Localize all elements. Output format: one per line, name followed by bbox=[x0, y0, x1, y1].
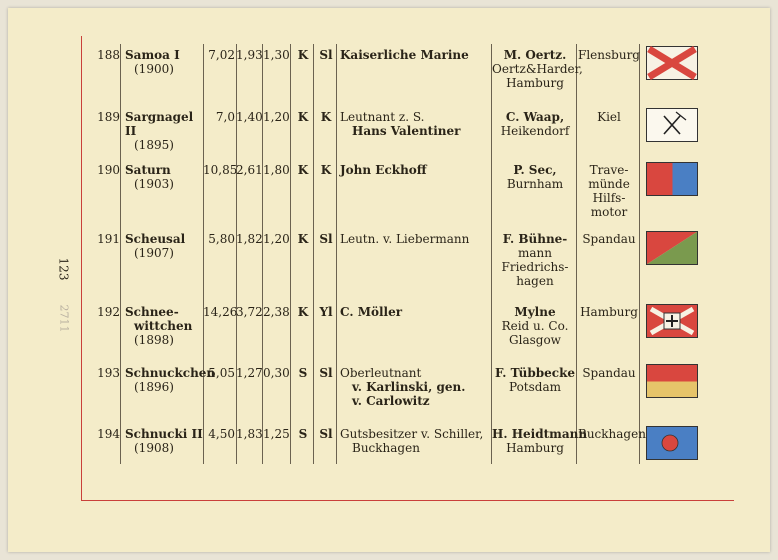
owner-cell bbox=[340, 305, 492, 319]
owner-cell-line: Hans Valentiner bbox=[352, 124, 461, 138]
owner-cell bbox=[340, 163, 492, 177]
column-divider bbox=[639, 44, 640, 464]
length-value: 10,85 bbox=[203, 163, 238, 177]
owner-cell bbox=[340, 110, 492, 138]
builder-cell-line: F. Bühne- bbox=[502, 232, 568, 246]
builder-cell-line: mann bbox=[518, 246, 552, 260]
beam-value: 1,93 bbox=[236, 48, 263, 62]
owner-cell bbox=[340, 232, 492, 246]
builder-cell bbox=[492, 305, 578, 347]
draft-value: 1,30 bbox=[263, 48, 290, 62]
entry-number: 189 bbox=[97, 110, 120, 124]
build-year: (1903) bbox=[134, 177, 174, 191]
length-value: 5,80 bbox=[208, 232, 235, 246]
column-divider bbox=[262, 44, 263, 464]
rig-code: K bbox=[320, 110, 332, 124]
entry-number: 194 bbox=[97, 427, 120, 441]
home-port-cell bbox=[578, 110, 640, 124]
yacht-name-cell bbox=[125, 427, 205, 455]
owner-cell-line: Buckhagen bbox=[352, 441, 420, 455]
owner-cell-line: John Eckhoff bbox=[340, 163, 427, 177]
beam-value: 1,40 bbox=[236, 110, 263, 124]
yacht-name: Samoa I bbox=[125, 48, 180, 62]
home-port-cell-line: Buckhagen bbox=[578, 427, 646, 441]
rig-code: Sl bbox=[319, 427, 333, 441]
club-flag-icon bbox=[646, 162, 698, 196]
home-port-cell bbox=[578, 427, 646, 441]
owner-cell bbox=[340, 366, 492, 408]
home-port-cell-line: münde bbox=[588, 177, 630, 191]
rig-code: K bbox=[320, 163, 332, 177]
builder-cell-line: C. Waap, bbox=[505, 110, 565, 124]
hull-code: S bbox=[298, 427, 308, 441]
builder-cell-line: Potsdam bbox=[508, 380, 561, 394]
owner-cell-line: Oberleutnant bbox=[340, 366, 422, 380]
builder-cell bbox=[492, 110, 578, 138]
column-divider bbox=[313, 44, 314, 464]
home-port-cell-line: Spandau bbox=[582, 232, 636, 246]
yacht-name: Scheusal bbox=[125, 232, 186, 246]
hull-code: K bbox=[297, 232, 309, 246]
builder-cell-line: Heikendorf bbox=[500, 124, 570, 138]
club-flag-icon bbox=[646, 364, 698, 398]
yacht-name-cell bbox=[125, 110, 205, 152]
owner-cell-line: Gutsbesitzer v. Schiller, bbox=[340, 427, 484, 441]
hull-code: K bbox=[297, 163, 309, 177]
rig-code: Sl bbox=[319, 232, 333, 246]
owner-cell-line: Leutnant z. S. bbox=[340, 110, 425, 124]
club-flag-icon bbox=[646, 231, 698, 265]
club-flag-icon bbox=[646, 108, 698, 142]
length-value: 7,0 bbox=[215, 110, 235, 124]
home-port-cell-line: Spandau bbox=[582, 366, 636, 380]
builder-cell-line: F. Tübbecke bbox=[494, 366, 576, 380]
owner-cell-line: v. Carlowitz bbox=[352, 394, 430, 408]
beam-value: 1,82 bbox=[236, 232, 263, 246]
home-port-cell bbox=[578, 366, 640, 380]
home-port-cell bbox=[578, 232, 640, 246]
builder-cell-line: H. Heidtmann bbox=[492, 427, 588, 441]
owner-cell-line: C. Möller bbox=[340, 305, 403, 319]
page-number: 123 bbox=[56, 257, 71, 281]
builder-cell bbox=[492, 232, 578, 288]
yacht-name: Saturn bbox=[125, 163, 171, 177]
builder-cell bbox=[492, 163, 578, 191]
builder-cell-line: hagen bbox=[516, 274, 554, 288]
builder-cell bbox=[492, 366, 578, 394]
build-year: (1907) bbox=[134, 246, 174, 260]
home-port-cell-line: motor bbox=[590, 205, 628, 219]
yacht-name: wittchen bbox=[134, 319, 193, 333]
book-page bbox=[8, 8, 770, 552]
club-flag-icon bbox=[646, 46, 698, 80]
draft-value: 2,38 bbox=[263, 305, 290, 319]
beam-value: 2,61 bbox=[236, 163, 263, 177]
builder-cell-line: Mylne bbox=[514, 305, 556, 319]
draft-value: 1,25 bbox=[263, 427, 290, 441]
yacht-name-cell bbox=[125, 366, 216, 394]
club-flag-icon bbox=[646, 426, 698, 460]
hull-code: K bbox=[297, 305, 309, 319]
yacht-name: Schnee- bbox=[125, 305, 179, 319]
home-port-cell-line: Hilfs- bbox=[592, 191, 626, 205]
yacht-name-cell bbox=[125, 232, 205, 260]
build-year: (1895) bbox=[134, 138, 174, 152]
length-value: 4,50 bbox=[208, 427, 235, 441]
entry-number: 193 bbox=[97, 366, 120, 380]
yacht-name-cell bbox=[125, 163, 205, 191]
beam-value: 1,83 bbox=[236, 427, 263, 441]
entry-number: 190 bbox=[97, 163, 120, 177]
builder-cell-line: Reid u. Co. bbox=[501, 319, 569, 333]
draft-value: 1,80 bbox=[263, 163, 290, 177]
home-port-cell-line: Kiel bbox=[597, 110, 621, 124]
yacht-name: Sargnagel II bbox=[125, 110, 194, 138]
entry-number: 191 bbox=[97, 232, 120, 246]
owner-cell bbox=[340, 48, 492, 62]
yacht-name-cell bbox=[125, 305, 205, 347]
hull-code: K bbox=[297, 48, 309, 62]
draft-value: 1,20 bbox=[263, 110, 290, 124]
draft-value: 1,20 bbox=[263, 232, 290, 246]
builder-cell-line: P. Sec, bbox=[513, 163, 557, 177]
builder-cell-line: Hamburg bbox=[506, 441, 564, 455]
column-divider bbox=[290, 44, 291, 464]
entry-number: 192 bbox=[97, 305, 120, 319]
club-flag-icon bbox=[646, 304, 698, 338]
home-port-cell bbox=[578, 305, 640, 319]
build-year: (1908) bbox=[134, 441, 174, 455]
home-port-cell-line: Hamburg bbox=[580, 305, 638, 319]
build-year: (1898) bbox=[134, 333, 174, 347]
rig-code: Sl bbox=[319, 48, 333, 62]
beam-value: 1,27 bbox=[236, 366, 263, 380]
builder-cell-line: Friedrichs- bbox=[501, 260, 569, 274]
rig-code: Sl bbox=[319, 366, 333, 380]
yacht-name: Schnucki II bbox=[125, 427, 203, 441]
length-value: 14,26 bbox=[203, 305, 238, 319]
column-divider bbox=[336, 44, 337, 464]
column-divider bbox=[236, 44, 237, 464]
owner-cell bbox=[340, 427, 492, 455]
entry-number: 188 bbox=[97, 48, 120, 62]
draft-value: 0,30 bbox=[263, 366, 290, 380]
build-year: (1896) bbox=[134, 380, 174, 394]
owner-cell-line: Leutn. v. Liebermann bbox=[340, 232, 470, 246]
beam-value: 3,72 bbox=[236, 305, 263, 319]
builder-cell-line: Glasgow bbox=[509, 333, 561, 347]
builder-cell bbox=[492, 427, 588, 455]
yacht-name: Schnuckchen bbox=[125, 366, 216, 380]
hull-code: S bbox=[298, 366, 308, 380]
builder-cell-line: M. Oertz. bbox=[503, 48, 567, 62]
pencil-mark: 2711 bbox=[57, 304, 71, 333]
length-value: 5,05 bbox=[208, 366, 235, 380]
home-port-cell-line: Trave- bbox=[589, 163, 629, 177]
builder-cell bbox=[492, 48, 583, 90]
column-divider bbox=[120, 44, 121, 464]
rig-code: Yl bbox=[319, 305, 333, 319]
home-port-cell bbox=[578, 48, 640, 62]
home-port-cell-line: Flensburg bbox=[578, 48, 640, 62]
yacht-name-cell bbox=[125, 48, 205, 76]
build-year: (1900) bbox=[134, 62, 174, 76]
hull-code: K bbox=[297, 110, 309, 124]
owner-cell-line: v. Karlinski, gen. bbox=[352, 380, 466, 394]
length-value: 7,02 bbox=[208, 48, 235, 62]
home-port-cell bbox=[578, 163, 640, 219]
builder-cell-line: Burnham bbox=[506, 177, 564, 191]
owner-cell-line: Kaiserliche Marine bbox=[340, 48, 469, 62]
builder-cell-line: Oertz&Harder, bbox=[492, 62, 583, 76]
builder-cell-line: Hamburg bbox=[506, 76, 564, 90]
